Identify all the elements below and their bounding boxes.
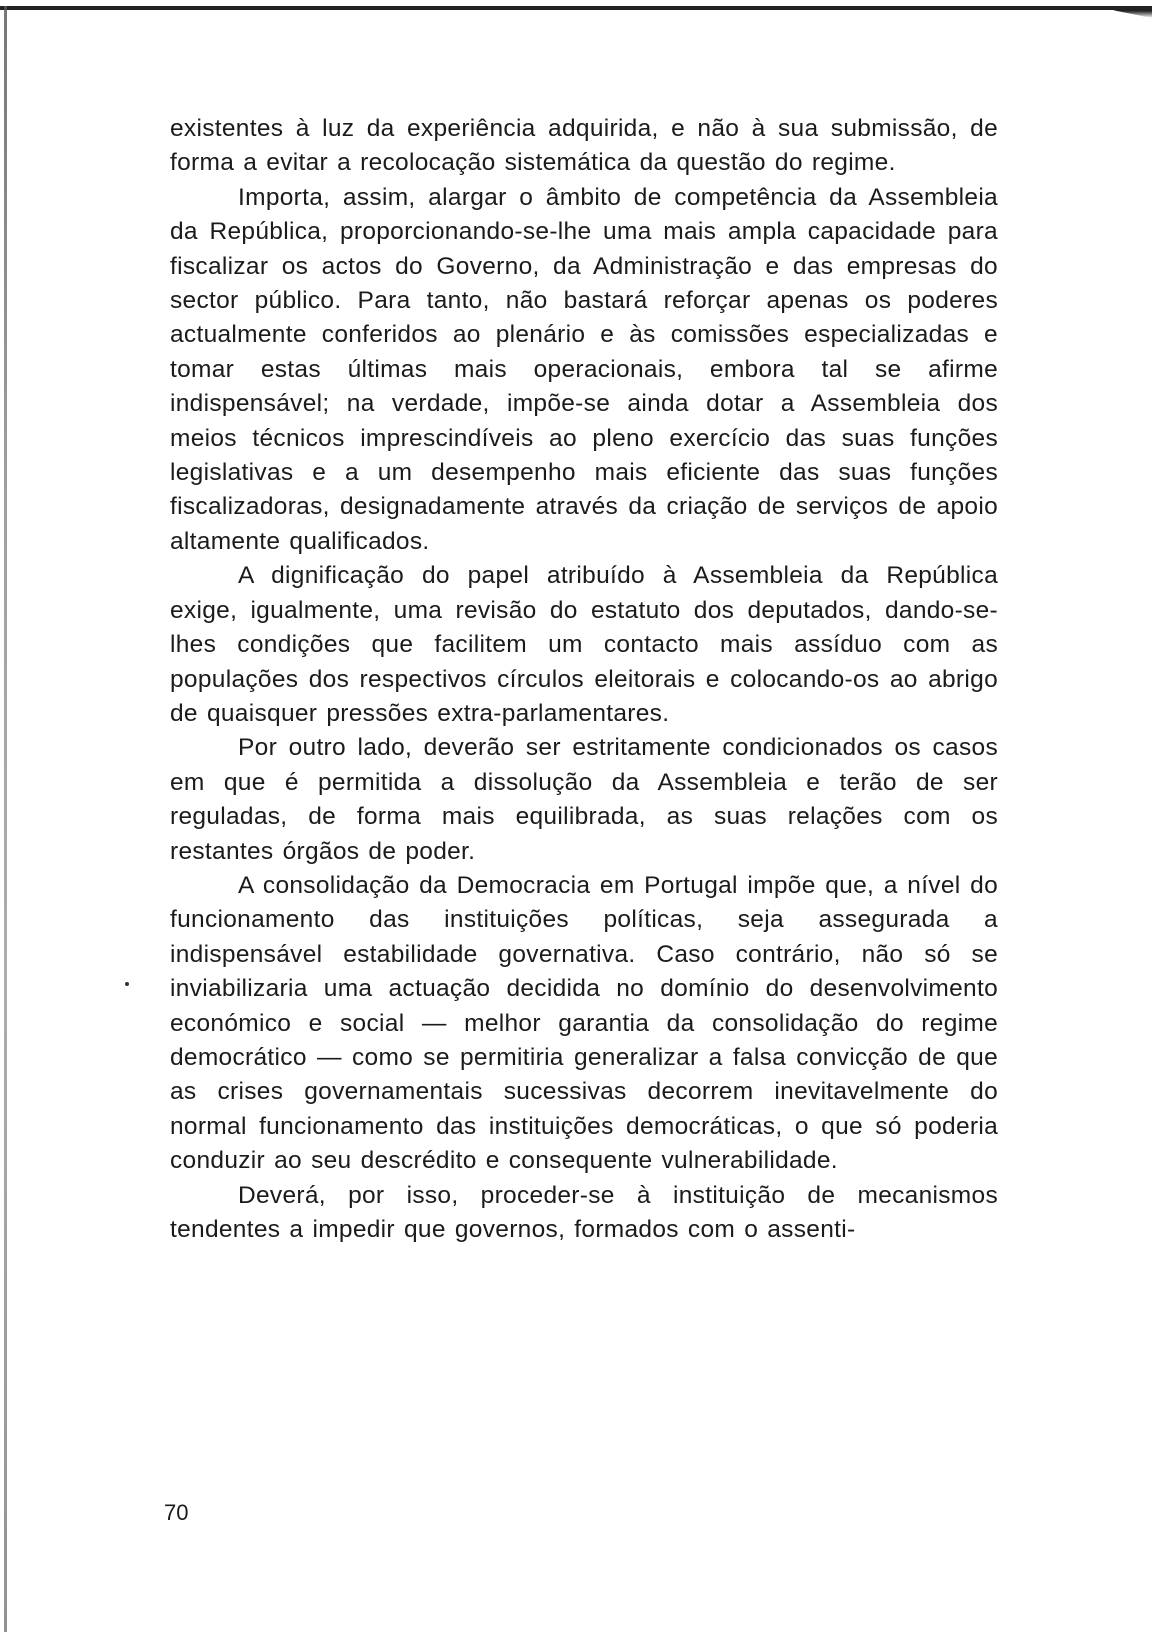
page-body bbox=[170, 112, 998, 1247]
paragraph-dissolution: Por outro lado, deverão ser estritamente condicionados os casos em que é permitida a dissolução da Assembleia e terão de ser reguladas, de forma mais equilibrada, as suas relações com os restantes órgãos de poder. bbox=[170, 734, 998, 865]
paragraph-continuation: existentes à luz da experiência adquirida, e não à sua submissão, de forma a evitar a recolocação sistemática da questão do regime. bbox=[170, 115, 998, 177]
paragraph-stability: A consolidação da Democracia em Portugal impõe que, a nível do funcionamento das instituições políticas, seja assegurada a indispensável estabilidade governativa. Caso contrário, não só se inviabilizaria uma actuação decidida no domínio do desenvolvimento económico e social — melhor garantia da consolidação do regime democrático — como se permitiria generalizar a falsa convicção de que as crises governamentais sucessivas decorrem inevitavelmente do normal funcionamento das instituições democráticas, o que só poderia conduzir ao seu descrédito e consequente vulnerabilidade. bbox=[170, 871, 998, 1175]
paragraph-assembly-competence: Importa, assim, alargar o âmbito de competência da Assembleia da República, proporcionando-se-lhe uma mais ampla capacidade para fiscalizar os actos do Governo, da Administração e das empresas do sector público. Para tanto, não bastará reforçar apenas os poderes actualmente conferidos ao plenário e às comissões especializadas e tomar estas últimas mais operacionais, embora tal se afirme indispensável; na verdade, impõe-se ainda dotar a Assembleia dos meios técnicos imprescindíveis ao pleno exercício das suas funções legislativas e a um desempenho mais eficiente das suas funções fiscalizadoras, designadamente através da criação de serviços de apoio altamente qualificados. bbox=[170, 183, 998, 555]
paragraph-deputies-statute: A dignificação do papel atribuído à Assembleia da República exige, igualmente, uma revisão do estatuto dos deputados, dando-se-lhes condições que facilitem um contacto mais assíduo com as populações dos respectivos círculos eleitorais e colocando-os ao abrigo de quaisquer pressões extra-parlamentares. bbox=[170, 562, 998, 727]
page-number: 70 bbox=[164, 1500, 189, 1525]
scan-left-border bbox=[4, 6, 7, 1632]
paragraph-mechanisms: Deverá, por isso, proceder-se à instituição de mecanismos tendentes a impedir que governos, formados com o assenti- bbox=[170, 1181, 998, 1243]
margin-dot bbox=[125, 982, 129, 986]
scan-top-border bbox=[0, 6, 1152, 10]
